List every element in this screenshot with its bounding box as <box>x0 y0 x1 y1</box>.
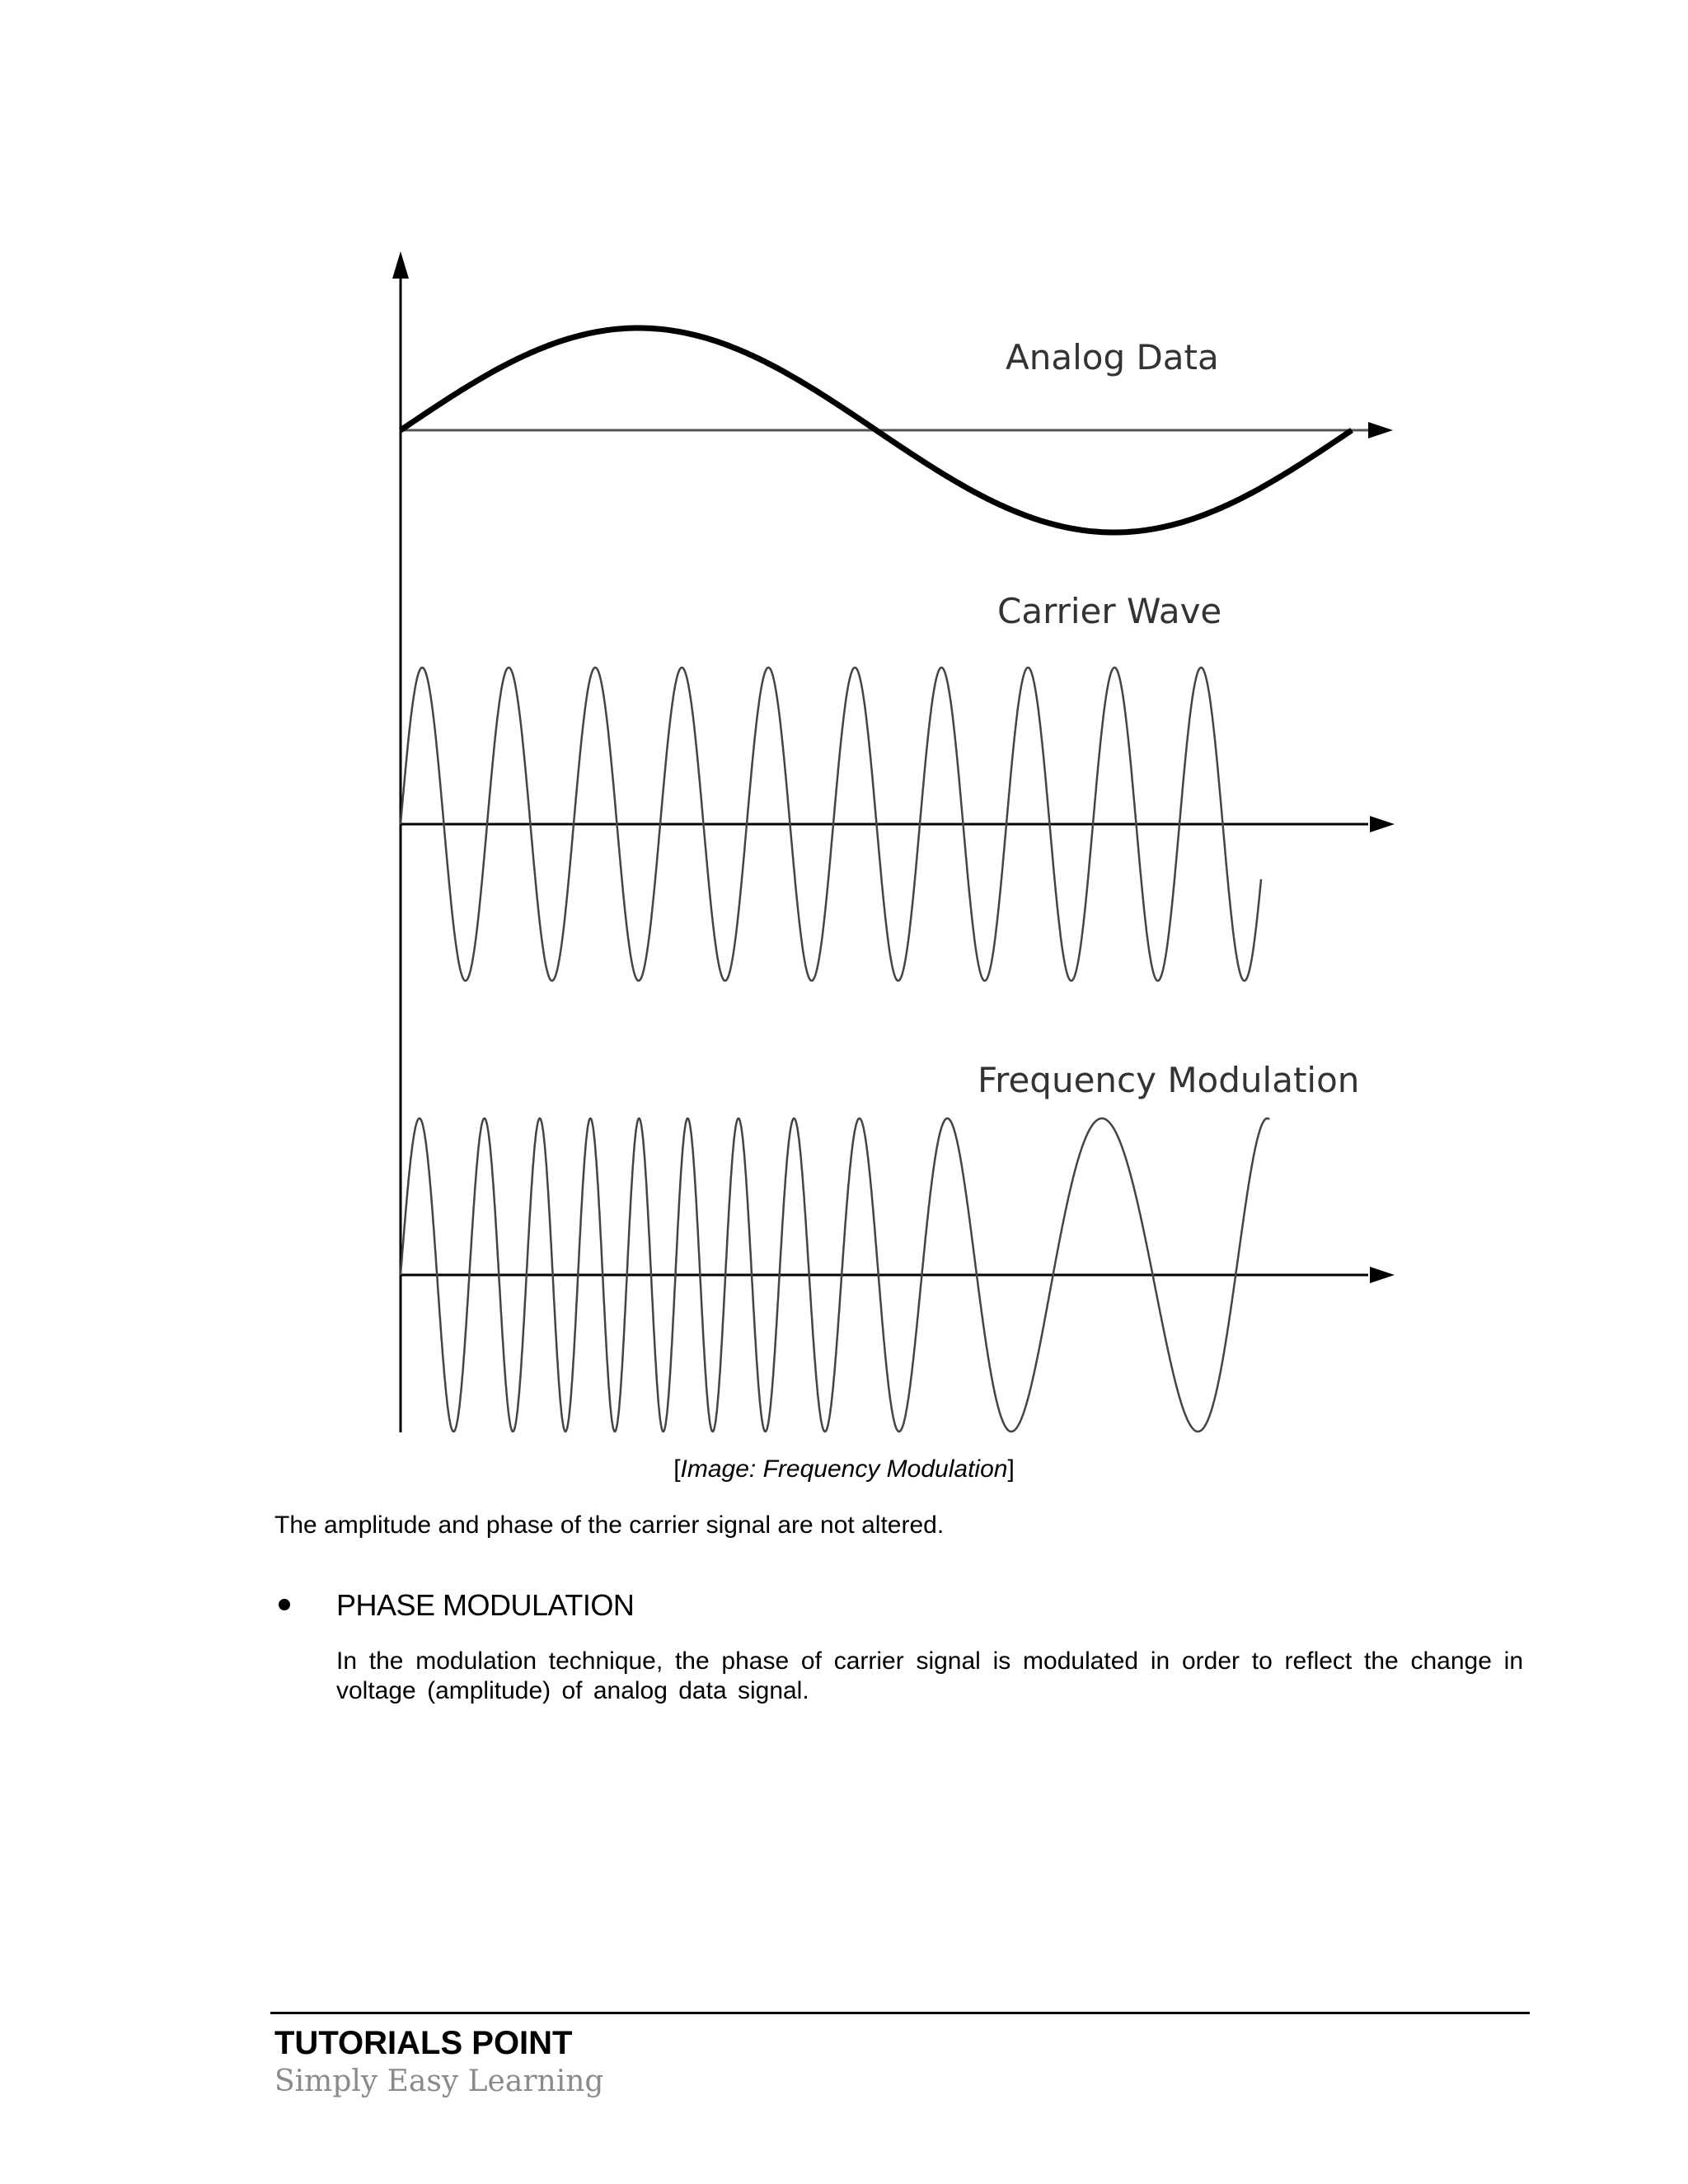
analog-data-label: Analog Data <box>1006 337 1219 377</box>
carrier-axis-arrowhead <box>1370 816 1395 832</box>
bullet-heading: PHASE MODULATION <box>336 1588 635 1622</box>
footer-tagline: Simply Easy Learning <box>274 2064 604 2098</box>
carrier-wave-label: Carrier Wave <box>997 591 1222 631</box>
caption-open-bracket: [ <box>673 1455 681 1483</box>
fm-axis-arrowhead <box>1370 1267 1395 1283</box>
amplitude-phase-paragraph: The amplitude and phase of the carrier signal are not altered. <box>274 1511 945 1539</box>
phase-modulation-bullet <box>274 1587 1527 1624</box>
footer-brand: TUTORIALS POINT <box>274 2025 573 2061</box>
phase-modulation-description: In the modulation technique, the phase of carrier signal is modulated in order to reflect the change in voltage (amplitude) of analog data signal. <box>336 1647 1523 1704</box>
analog-axis-arrowhead <box>1368 422 1393 438</box>
figure-caption <box>0 1454 1688 1485</box>
bullet-dot-icon <box>279 1599 290 1610</box>
frequency-modulation-label: Frequency Modulation <box>978 1060 1360 1100</box>
caption-text: Image: Frequency Modulation <box>680 1455 1008 1483</box>
y-axis-arrowhead <box>392 251 409 279</box>
footer-divider <box>270 2012 1530 2014</box>
caption-close-bracket: ] <box>1007 1455 1015 1483</box>
